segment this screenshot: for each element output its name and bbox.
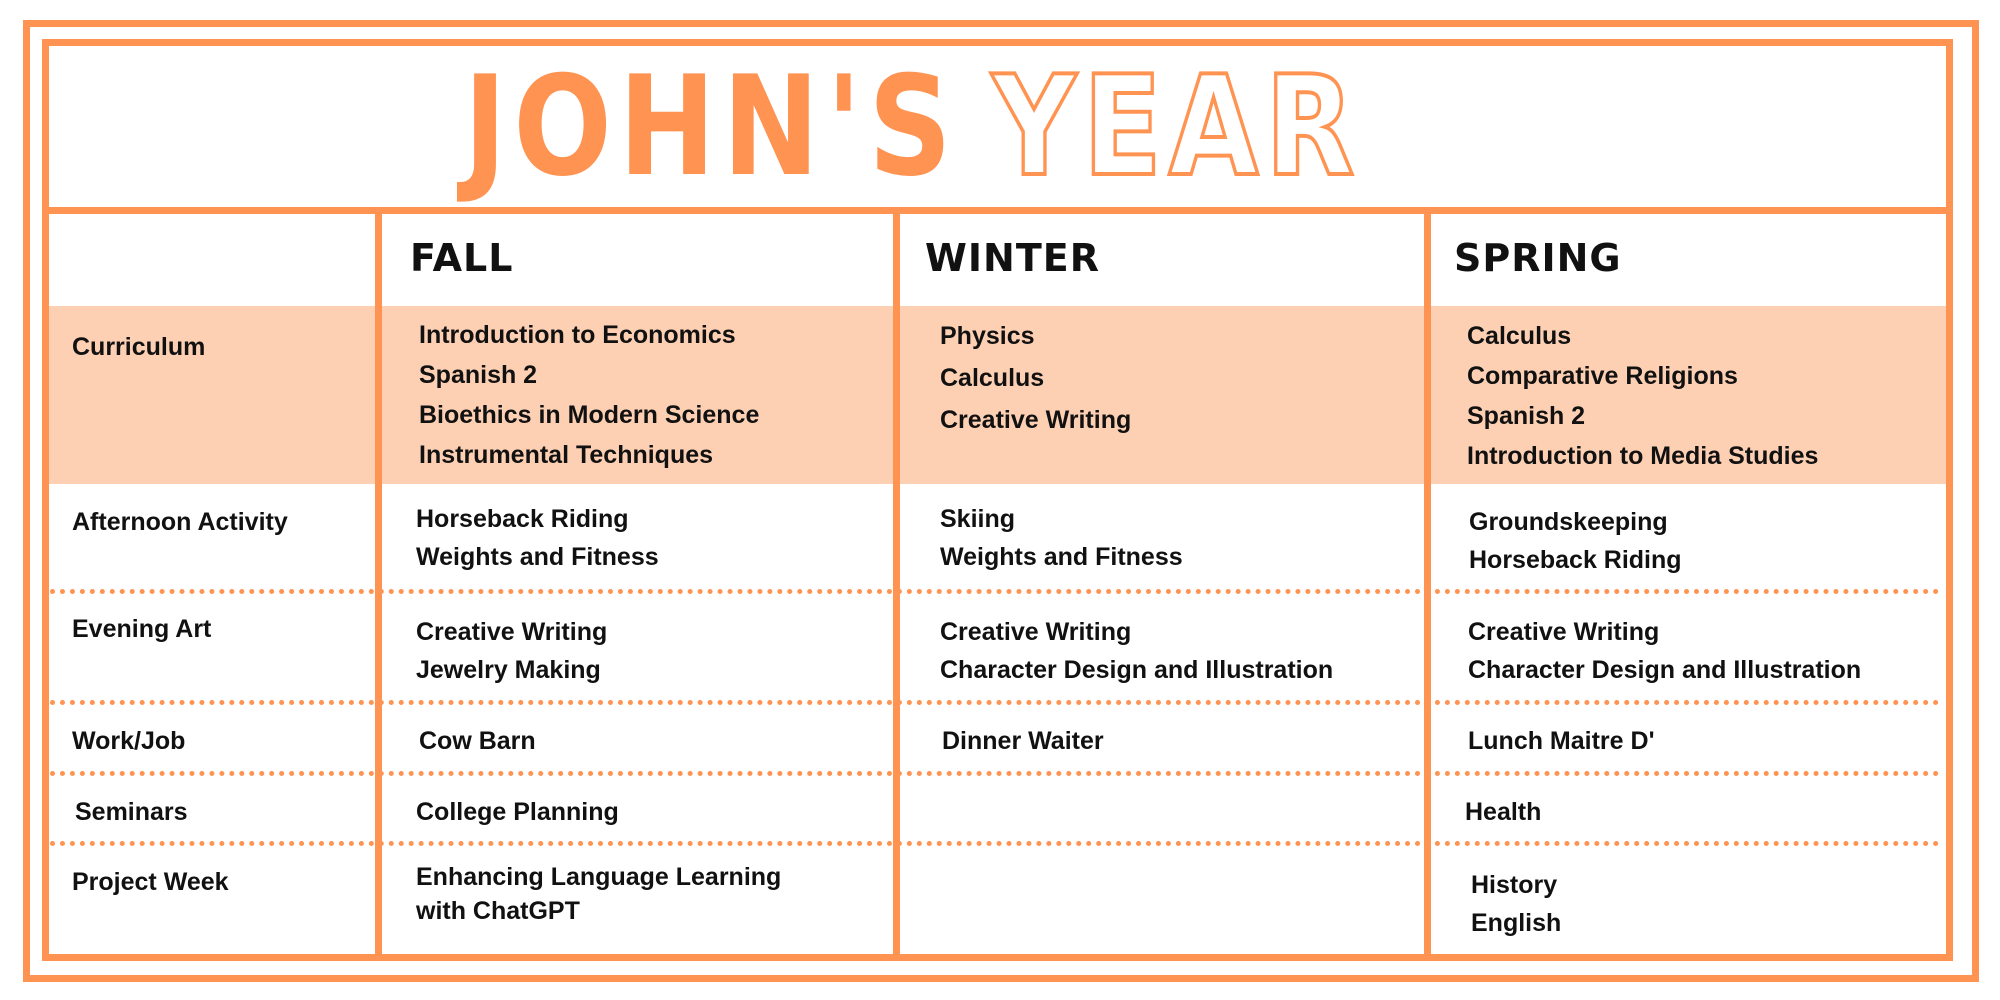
activity-item: Character Design and Illustration [1468, 656, 1862, 684]
title-part-2: YEAR [992, 46, 1362, 207]
row-label-afternoon-activity: Afternoon Activity [72, 508, 288, 536]
course-item: Physics [940, 322, 1035, 350]
cell-spring-project [1471, 866, 1561, 942]
column-divider-3 [1424, 214, 1431, 961]
activity-item: History [1471, 871, 1558, 899]
row-separator [50, 700, 1940, 705]
title-divider [42, 207, 1953, 214]
season-header-winter: WINTER [925, 236, 1100, 280]
cell-winter-afternoon [940, 500, 1183, 576]
cell-fall-work [419, 722, 536, 760]
course-item: Comparative Religions [1467, 362, 1738, 390]
course-item: Instrumental Techniques [419, 441, 714, 469]
activity-item: Character Design and Illustration [940, 656, 1334, 684]
cell-spring-evening [1468, 613, 1861, 689]
row-label-curriculum: Curriculum [72, 333, 206, 361]
row-separator [50, 771, 1940, 776]
activity-item: Cow Barn [419, 727, 536, 755]
row-label-seminars: Seminars [75, 798, 188, 826]
cell-spring-afternoon [1469, 503, 1682, 579]
cell-fall-afternoon [416, 500, 659, 576]
course-item: Calculus [940, 364, 1045, 392]
season-header-fall: FALL [410, 236, 514, 280]
page-title [463, 46, 1362, 207]
row-separator [50, 589, 1940, 594]
column-divider-1 [375, 214, 382, 961]
title-part-1: JOHN'S [463, 46, 959, 207]
activity-item: College Planning [416, 798, 619, 826]
course-item: Calculus [1467, 322, 1572, 350]
activity-item: Creative Writing [416, 618, 608, 646]
activity-item: Lunch Maitre D' [1468, 727, 1655, 755]
cell-winter-work [942, 722, 1104, 760]
activity-item: Creative Writing [1468, 618, 1660, 646]
course-item: Introduction to Media Studies [1467, 442, 1819, 470]
activity-item: Groundskeeping [1469, 508, 1668, 536]
cell-spring-curriculum [1467, 316, 1818, 476]
activity-item: Skiing [940, 505, 1016, 533]
cell-spring-work [1468, 722, 1655, 760]
cell-fall-curriculum [419, 315, 759, 475]
activity-item: Health [1465, 798, 1542, 826]
course-item: Spanish 2 [419, 361, 538, 389]
activity-item: Dinner Waiter [942, 727, 1104, 755]
title-bar [49, 46, 1946, 208]
activity-item: Horseback Riding [1469, 546, 1682, 574]
row-label-evening-art: Evening Art [72, 615, 212, 643]
course-item: Spanish 2 [1467, 402, 1586, 430]
row-separator [50, 841, 1940, 846]
activity-item: English [1471, 909, 1562, 937]
cell-spring-seminars [1465, 793, 1541, 831]
activity-item: Enhancing Language Learning [416, 863, 782, 891]
activity-item: Horseback Riding [416, 505, 629, 533]
activity-item: Weights and Fitness [940, 543, 1183, 571]
row-label-work-job: Work/Job [72, 727, 186, 755]
cell-fall-project [416, 860, 781, 928]
cell-fall-seminars [416, 793, 619, 831]
course-item: Bioethics in Modern Science [419, 401, 760, 429]
activity-item: Weights and Fitness [416, 543, 659, 571]
course-item: Introduction to Economics [419, 321, 736, 349]
season-header-spring: SPRING [1454, 236, 1622, 280]
course-item: Creative Writing [940, 406, 1132, 434]
cell-winter-evening [940, 613, 1333, 689]
column-divider-2 [893, 214, 900, 961]
cell-fall-evening [416, 613, 607, 689]
activity-item: Creative Writing [940, 618, 1132, 646]
activity-item: with ChatGPT [416, 897, 580, 925]
cell-winter-curriculum [940, 315, 1131, 441]
row-label-project-week: Project Week [72, 868, 229, 896]
activity-item: Jewelry Making [416, 656, 601, 684]
